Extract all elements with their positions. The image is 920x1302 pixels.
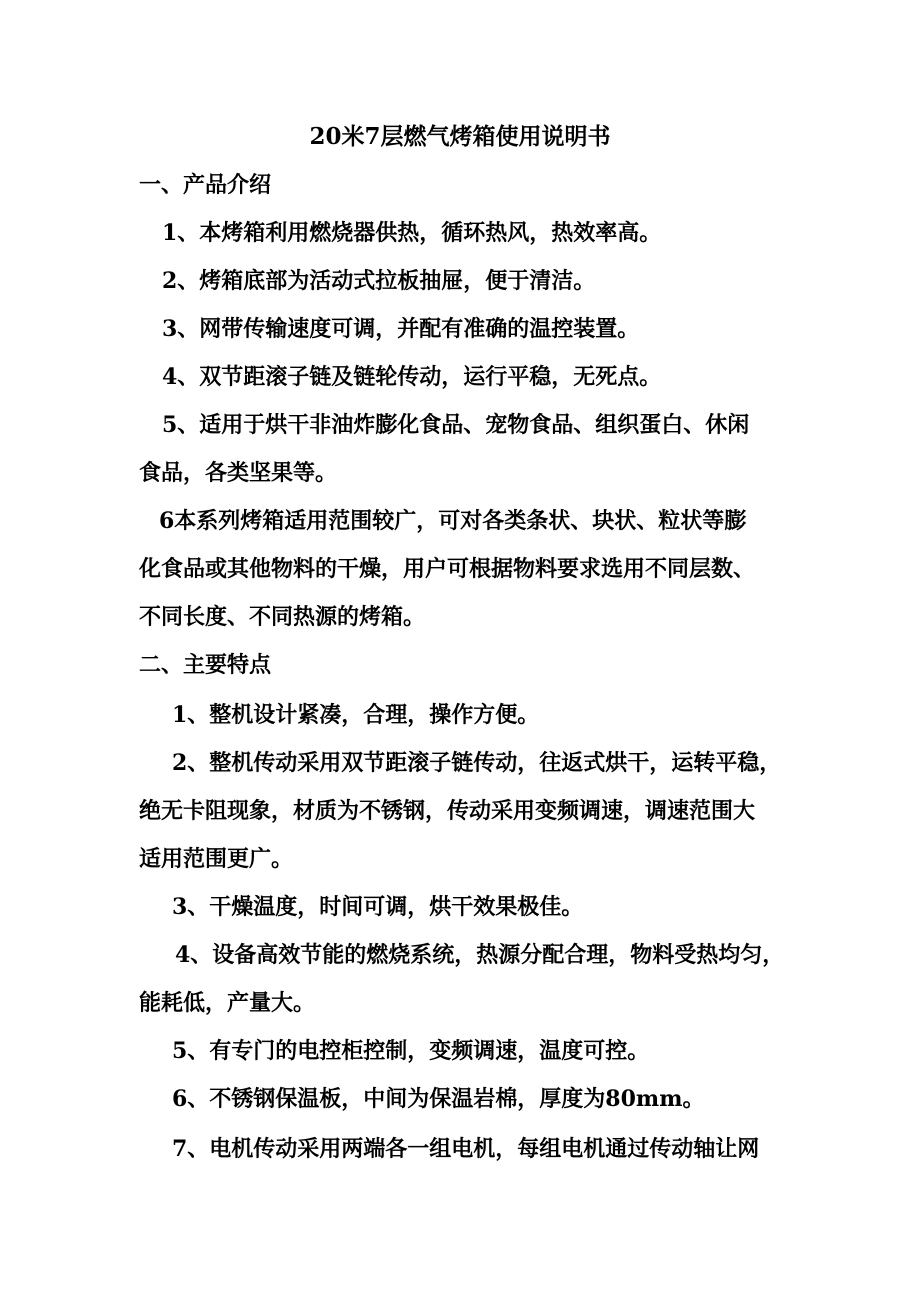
paragraph-line: 6、不锈钢保温板，中间为保温岩棉，厚度为80mm。 — [172, 1086, 705, 1112]
paragraph-line: 5、有专门的电控柜控制，变频调速，温度可控。 — [172, 1038, 650, 1064]
paragraph-line: 能耗低，产量大。 — [139, 990, 316, 1016]
paragraph-line: 2、整机传动采用双节距滚子链传动，往返式烘干，运转平稳， — [172, 750, 782, 776]
section-heading-product-intro: 一、产品介绍 — [139, 172, 272, 198]
paragraph-line: 4、双节距滚子链及链轮传动，运行平稳，无死点。 — [162, 364, 662, 390]
page-title: 20米7层燃气烤箱使用说明书 — [309, 123, 611, 150]
paragraph-line: 3、网带传输速度可调，并配有准确的温控装置。 — [162, 316, 640, 342]
paragraph-line: 5、适用于烘干非油炸膨化食品、宠物食品、组织蛋白、休闲 — [162, 412, 750, 438]
paragraph-line: 7、电机传动采用两端各一组电机，每组电机通过传动轴让网 — [172, 1136, 760, 1162]
paragraph-line: 1、整机设计紧凑，合理，操作方便。 — [172, 702, 540, 728]
paragraph-line: 食品，各类坚果等。 — [139, 460, 338, 486]
paragraph-line: 绝无卡阻现象，材质为不锈钢，传动采用变频调速，调速范围大 — [139, 798, 756, 824]
paragraph-line: 不同长度、不同热源的烤箱。 — [139, 604, 426, 630]
paragraph-line: 4、设备高效节能的燃烧系统，热源分配合理，物料受热均匀， — [175, 942, 785, 968]
section-heading-main-features: 二、主要特点 — [139, 652, 272, 678]
paragraph-line: 化食品或其他物料的干燥，用户可根据物料要求选用不同层数、 — [139, 556, 756, 582]
paragraph-line: 6本系列烤箱适用范围较广，可对各类条状、块状、粒状等膨 — [159, 508, 747, 534]
paragraph-line: 1、本烤箱利用燃烧器供热，循环热风，热效率高。 — [162, 220, 662, 246]
paragraph-line: 适用范围更广。 — [139, 846, 294, 872]
paragraph-line: 2、烤箱底部为活动式拉板抽屉，便于清洁。 — [162, 268, 596, 294]
paragraph-line: 3、干燥温度，时间可调，烘干效果极佳。 — [172, 894, 584, 920]
